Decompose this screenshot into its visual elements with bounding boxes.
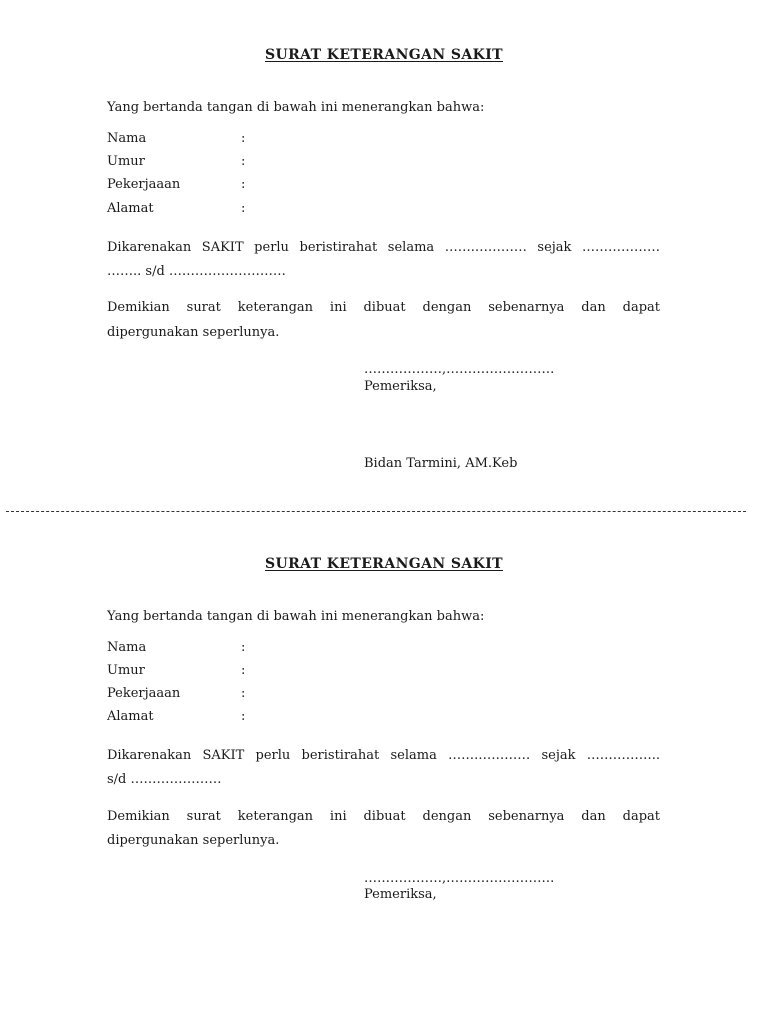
- signer-role: Pemeriksa,: [364, 379, 437, 394]
- field-colon: :: [241, 663, 246, 678]
- field-colon: :: [241, 131, 246, 146]
- rest-period-line-2: …….. s/d ………………………: [107, 264, 286, 279]
- signer-role: Pemeriksa,: [364, 887, 437, 902]
- place-date-line: ………………,…………………….: [364, 871, 555, 886]
- cut-line-divider: [6, 511, 746, 512]
- field-colon: :: [241, 686, 246, 701]
- field-label: Pekerjaaan: [107, 686, 181, 701]
- field-label: Nama: [107, 131, 147, 146]
- document-title: SURAT KETERANGAN SAKIT: [265, 556, 503, 572]
- intro-text: Yang bertanda tangan di bawah ini menerangkan bahwa:: [107, 609, 485, 624]
- closing-line-1: Demikian surat keterangan ini dibuat dengan sebenarnya dan dapat: [107, 300, 660, 315]
- field-colon: :: [241, 709, 246, 724]
- place-date-line: ………………,…………………….: [364, 362, 555, 377]
- signer-name: Bidan Tarmini, AM.Keb: [364, 456, 518, 471]
- field-label: Umur: [107, 154, 145, 169]
- closing-line-2: dipergunakan seperlunya.: [107, 325, 280, 340]
- field-label: Umur: [107, 663, 145, 678]
- closing-line-2: dipergunakan seperlunya.: [107, 833, 280, 848]
- field-colon: :: [241, 201, 246, 216]
- intro-text: Yang bertanda tangan di bawah ini menerangkan bahwa:: [107, 100, 485, 115]
- field-label: Alamat: [107, 709, 154, 724]
- document-title: SURAT KETERANGAN SAKIT: [265, 47, 503, 63]
- rest-period-line-2: s/d …………………: [107, 772, 222, 787]
- field-colon: :: [241, 177, 246, 192]
- closing-line-1: Demikian surat keterangan ini dibuat dengan sebenarnya dan dapat: [107, 809, 660, 824]
- rest-period-line-1: Dikarenakan SAKIT perlu beristirahat selama …….………… sejak ……………..: [107, 748, 660, 763]
- rest-period-line-1: Dikarenakan SAKIT perlu beristirahat selama …….………… sejak ………………: [107, 240, 660, 255]
- field-label: Nama: [107, 640, 147, 655]
- field-colon: :: [241, 640, 246, 655]
- field-label: Alamat: [107, 201, 154, 216]
- field-colon: :: [241, 154, 246, 169]
- field-label: Pekerjaaan: [107, 177, 181, 192]
